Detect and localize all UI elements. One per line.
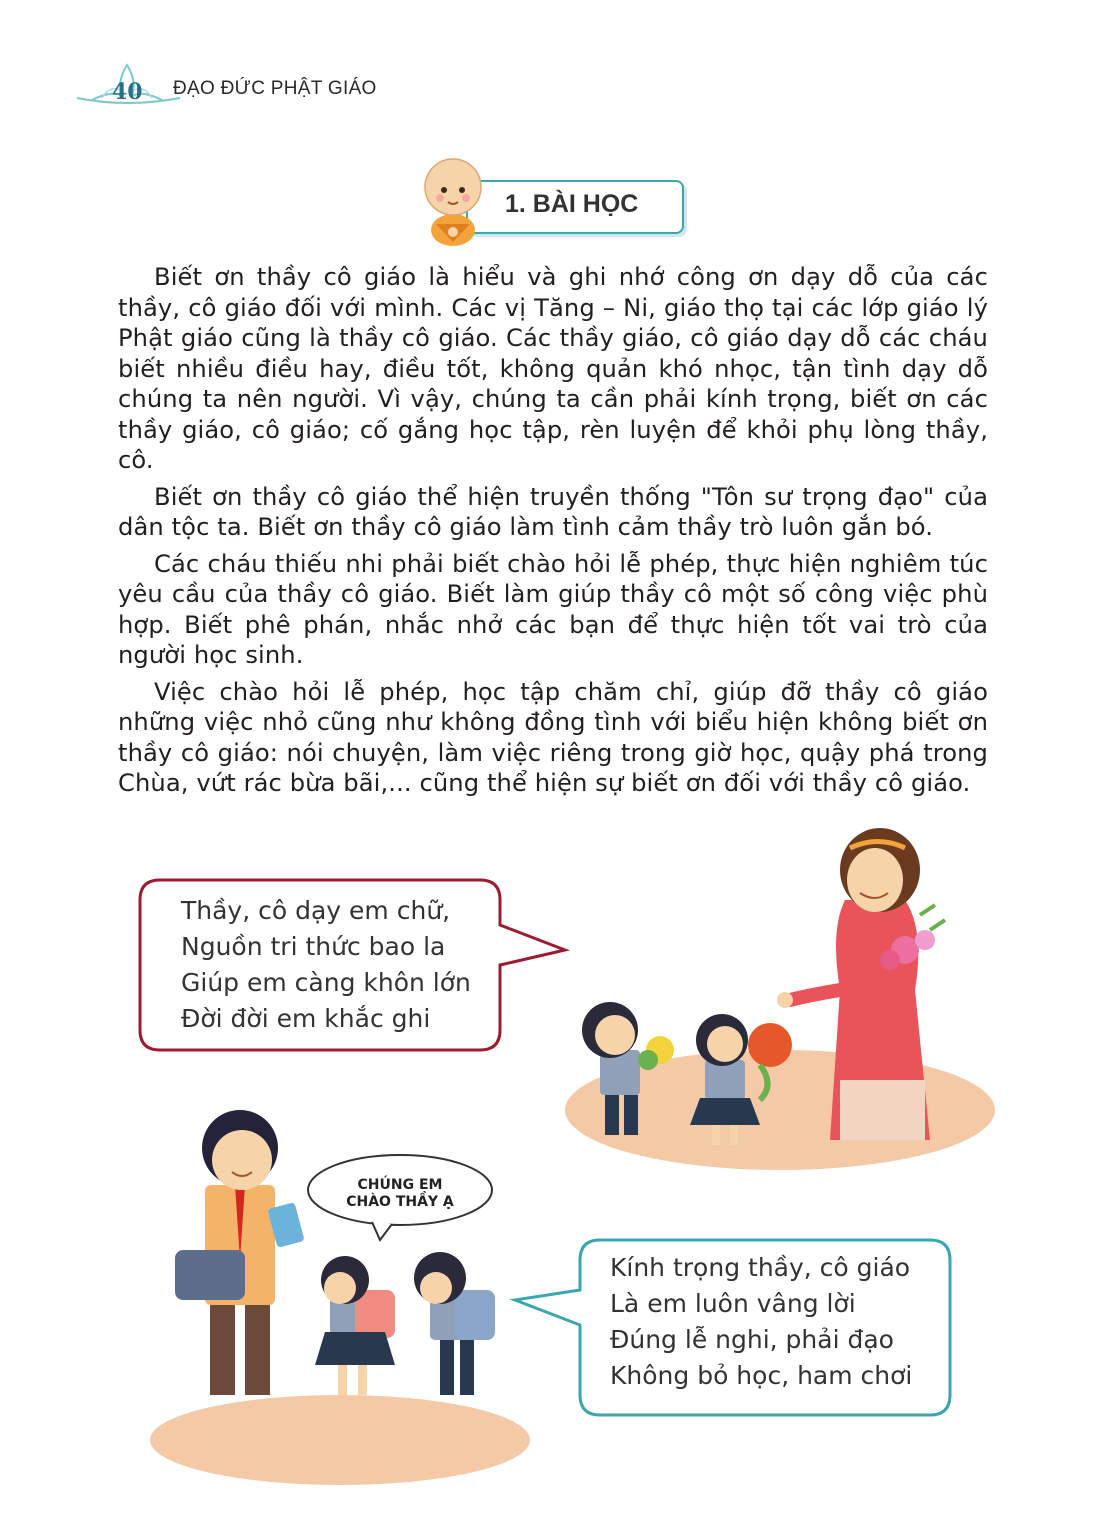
- red-poem: [181, 893, 471, 1037]
- paragraph-1: Biết ơn thầy cô giáo là hiểu và ghi nhớ công ơn dạy dỗ của các thầy, cô giáo đối với mình. Các vị Tăng – Ni, giáo thọ tại các lớp giáo lý Phật giáo cũng là thầy cô giáo. Các thầy giáo, cô giáo dạy dỗ các cháu biết nhiều điều hay, điều tốt, không quản khó nhọc, tận tình dạy dỗ chúng ta nên người. Vì vậy, chúng ta cần phải kính trọng, biết ơn các thầy giáo, cô giáo; cố gắng học tập, rèn luyện để khỏi phụ lòng thầy, cô.: [118, 263, 988, 474]
- paragraph-4: Việc chào hỏi lễ phép, học tập chăm chỉ, giúp đỡ thầy cô giáo những việc nhỏ cũng như không đồng tình với biểu hiện không biết ơn thầy cô giáo: nói chuyện, làm việc riêng trong giờ học, quậy phá trong Chùa, vứt rác bừa bãi,... cũng thể hiện sự biết ơn đối với thầy cô giáo.: [118, 677, 988, 797]
- paragraph-2: Biết ơn thầy cô giáo thể hiện truyền thống "Tôn sư trọng đạo" của dân tộc ta. Biết ơn thầy cô giáo làm tình cảm thầy trò luôn gắn bó.: [118, 482, 988, 541]
- red-poem-line: Nguồn tri thức bao la: [181, 932, 446, 961]
- teal-poem-line: Không bỏ học, ham chơi: [610, 1361, 913, 1390]
- greeting-line: CHÀO THẦY Ạ: [346, 1194, 454, 1210]
- bowing-girl-figure: [315, 1256, 395, 1395]
- section-title: 1. BÀI HỌC: [505, 190, 639, 218]
- paragraph-3: Các cháu thiếu nhi phải biết chào hỏi lễ phép, thực hiện nghiêm túc yêu cầu của thầy cô giáo. Biết làm giúp thầy cô một số công việc phù hợp. Biết phê phán, nhắc nhở các bạn để thực hiện tốt vai trò của người học sinh.: [118, 549, 988, 669]
- teal-poem-line: Đúng lễ nghi, phải đạo: [610, 1325, 894, 1354]
- ground-patch-bottom: [150, 1395, 530, 1485]
- bowing-boy-figure: [414, 1252, 495, 1395]
- red-poem-line: Đời đời em khắc ghi: [181, 1004, 431, 1033]
- male-teacher-figure: [175, 1110, 305, 1395]
- running-title: ĐẠO ĐỨC PHẬT GIÁO: [173, 78, 377, 99]
- teal-poem-line: Kính trọng thầy, cô giáo: [610, 1253, 911, 1282]
- red-poem-line: Thầy, cô dạy em chữ,: [181, 896, 451, 925]
- greeting-line: CHÚNG EM: [357, 1177, 443, 1193]
- teal-poem-line: Là em luôn vâng lời: [610, 1289, 856, 1318]
- page-number: 40: [112, 79, 143, 105]
- red-poem-line: Giúp em càng khôn lớn: [181, 968, 471, 997]
- teal-poem: [610, 1250, 912, 1394]
- greeting-text: [330, 1177, 470, 1211]
